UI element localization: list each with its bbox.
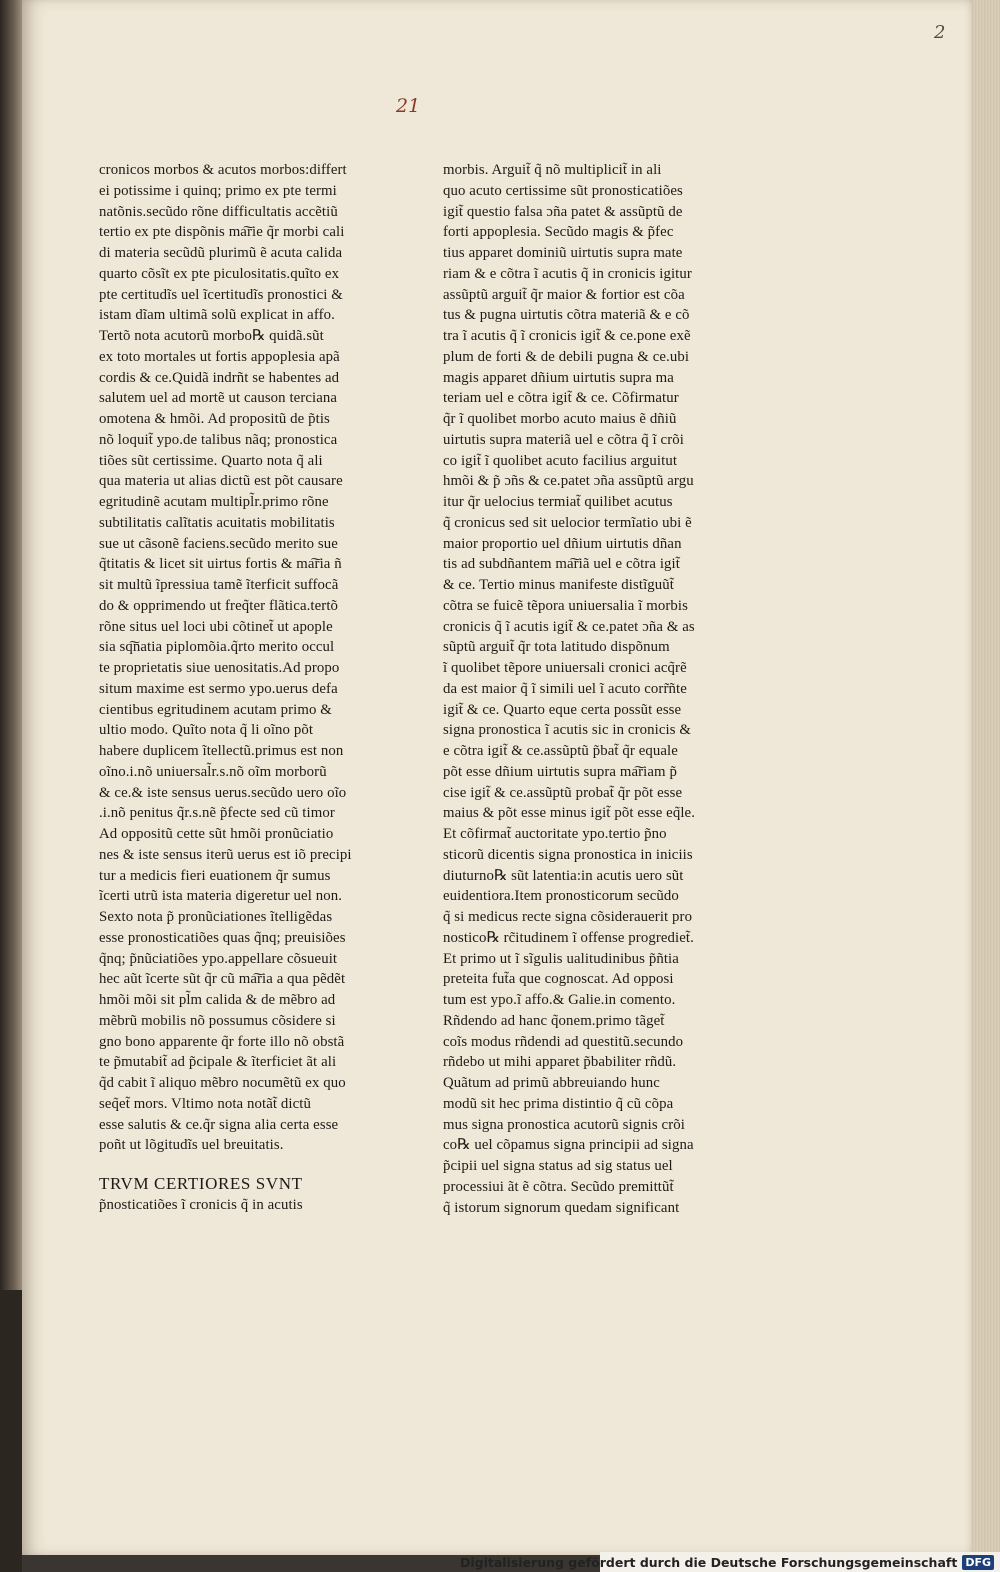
text-line: p̃cipii uel signa status ad sig status uel [443,1158,673,1174]
text-line: cise igit̃ & ce.assũptũ probat̃ q̃r põt esse [443,784,683,801]
text-line: mẽbrũ mobilis nõ possumus cõsidere si [99,1012,336,1029]
text-line: tra ĩ acutis q̃ ĩ cronicis igit̃ & ce.pone exẽ [443,328,691,344]
text-line: q̃ cronicus sed sit uelocior termĩatio ubi ẽ [443,514,692,531]
text-line: te proprietatis siue uenositatis.Ad propo [99,660,340,676]
text-line: esse salutis & ce.q̃r signa alia certa esse [99,1116,339,1133]
text-line: poñt ut lõgitudĩs uel breuitatis. [99,1137,284,1154]
text-line: magis apparet dñium uirtutis supra ma [443,369,674,386]
text-line: hec aũt ĩcerte sũt q̃r cũ ma͠ria a qua pẽdẽt [99,971,346,988]
text-line: co igit̃ ĩ quolibet acuto facilius arguitut [443,452,678,469]
text-line: hmõi mõi sit pl̃m calida & de mẽbro ad [99,992,336,1008]
text-line: morbis. Arguit̃ q̃ nõ multiplicit̃ in ali [443,162,662,178]
text-line: sũptũ arguit̃ q̃r tota latitudo dispõnum [443,639,670,656]
text-line: itur q̃r uelocius termiat̃ quilibet acutus [443,494,673,510]
text-line: do & opprimendo ut freq̃ter flãtica.tertõ [99,597,339,614]
text-line: tus & pugna uirtutis cõtra materiã & e cõ [443,307,690,324]
text-line: pte certitudĩs uel ĩcertitudĩs pronostici & [99,286,343,303]
text-line: habere duplicem ĩtellectũ.primus est non [99,743,344,759]
section-spacer [99,1156,395,1174]
text-line: sticorũ dicentis signa pronostica in iniciis [443,846,693,863]
text-line: e cõtra igit̃ & ce.assũptũ p̃bat̃ q̃r equale [443,743,678,759]
text-line: oĩno.i.nõ uniuersal̃r.s.nõ oĩm morborũ [99,763,327,780]
text-line: processiui ãt ẽ cõtra. Secũdo premittũt̃ [443,1178,674,1195]
text-line: quo acuto certissime sũt pronosticatiões [443,182,683,199]
text-line: quarto cõsĩt ex pte piculositatis.quĩto ex [99,265,340,282]
text-line: Et primo ut ĩ sĩgulis ualitudinibus p̃ñtia [443,950,679,967]
dfg-logo: DFG [962,1555,994,1570]
text-line: igit̃ questio falsa ɔña patet & assũptũ de [443,203,683,220]
text-line: cronicis q̃ ĩ acutis igit̃ & ce.patet ɔña & as [443,618,695,635]
text-line: istam dĩam ultimã solũ explicat in affo. [99,307,335,324]
text-line: q̃ si medicus recte signa cõsiderauerit pro [443,909,693,925]
text-line: Sexto nota p̃ pronũciationes ĩtelligẽdas [99,909,333,925]
text-line: mus signa pronostica acutorũ signis crõi [443,1116,685,1133]
text-line: uirtutis supra materiã uel e cõtra q̃ ĩ crõi [443,431,684,448]
text-line: hmõi & p̃ ɔñs & ce.patet ɔña assũptũ argu [443,473,694,490]
right-text-column [443,160,749,1218]
text-line: Et cõfirmat̃ auctoritate ypo.tertio p̃no [443,826,667,842]
text-line: co℞ uel cõpamus signa principii ad signa [443,1137,694,1154]
text-line: ultio modo. Quĩto nota q̃ li oĩno põt [99,722,314,739]
text-line: sia sq͠natia piplomõia.q̃rto merito occul [99,639,335,656]
text-line: preteita fut̃a que cognoscat. Ad opposi [443,971,674,988]
text-line: signa pronostica ĩ acutis sic in cronicis & [443,722,691,739]
text-line: ei potissime i quinq; primo ex pte termi [99,182,337,199]
text-line: maior proportio uel dñium uirtutis dñan [443,535,682,552]
digitization-credit: Digitalisierung gefördert durch die Deutsche Forschungsgemeinschaft [459,1554,958,1570]
text-line: Quãtum ad primũ abbreuiando hunc [443,1075,660,1091]
text-line: & ce.& iste sensus uerus.secũdo uero oĩo [99,784,347,801]
text-line: omotena & hmõi. Ad propositũ de p̃tis [99,411,330,427]
text-line: salutem uel ad mortẽ ut causon terciana [99,390,338,407]
text-line: teriam uel e cõtra igit̃ & ce. Cõfirmatur [443,390,679,407]
text-line: põt esse dñium uirtutis supra ma͠riam p̃ [443,763,677,780]
text-line: q̃d cabit ĩ aliquo mẽbro nocumẽtũ ex quo [99,1075,346,1091]
text-line: cronicos morbos & acutos morbos:differt [99,162,347,178]
text-line: tis ad subdñantem ma͠riã uel e cõtra igit̃ [443,556,680,573]
text-line: di materia secũdũ plurimũ ẽ acuta calida [99,245,343,261]
text-line: igit̃ & ce. Quarto eque certa possũt esse [443,701,682,718]
text-line: qua materia ut alias dictũ est põt causare [99,473,343,490]
text-line: diuturno℞ sũt latentia:in acutis uero sũt [443,867,684,884]
text-line: cordis & ce.Quidã indrñt se habentes ad [99,369,340,386]
scan-background [0,1290,22,1572]
text-line: cõtra se fuicẽ tẽpora uniuersalia ĩ morbis [443,597,688,614]
page-number: 2 [934,22,946,43]
text-line: coĩs modus rñdendi ad questitũ.secundo [443,1033,684,1050]
handwritten-folio-mark: 21 [396,95,421,117]
text-line: situm maxime est sermo ypo.uerus defa [99,680,338,697]
section-heading: TRVM CERTIORES SVNT [99,1174,303,1193]
text-line: seq̃et̃ mors. Vltimo nota notãt̃ dictũ [99,1095,311,1112]
text-line: q̃titatis & licet sit uirtus fortis & ma͠ria ñ [99,556,342,573]
text-line: subtilitatis calĩtatis acuitatis mobilitatis [99,514,335,531]
text-line: ex toto mortales ut fortis appoplesia apã [99,348,340,365]
text-line: tum est ypo.ĩ affo.& Galie.in comento. [443,992,676,1008]
text-line: riam & e cõtra ĩ acutis q̃ in cronicis igitur [443,265,692,282]
footer-strip [459,1552,1000,1572]
text-line: tertio ex pte dispõnis ma͠rie q̃r morbi cali [99,224,345,241]
text-line: rõne situs uel loci ubi cõtinet̃ ut apople [99,618,333,635]
text-line: tur a medicis fieri euationem q̃r sumus [99,867,331,884]
text-line: q̃r ĩ quolibet morbo acuto maius ẽ dñiũ [443,411,677,427]
text-line: cientibus egritudinem acutam primo & [99,701,332,718]
text-line: q̃nq; p̃nũciatiões ypo.appellare cõsueuit [99,950,338,967]
text-line: euidentiora.Item pronosticorum secũdo [443,888,679,905]
text-line: egritudinẽ acutam multipl̃r.primo rõne [99,494,329,510]
text-line: da est maior q̃ ĩ simili uel ĩ acuto corr̃ñte [443,680,687,697]
text-line: ĩcerti utrũ ista materia digeretur uel non. [99,888,343,905]
text-line: Tertõ nota acutorũ morbo℞ quidã.sũt [99,328,324,344]
text-line: nes & iste sensus iterũ uerus est iõ precipi [99,846,352,863]
text-line: & ce. Tertio minus manifeste distĩguũt̃ [443,577,674,593]
page-fore-edge [972,0,1000,1555]
text-line: assũptũ arguit̃ q̃r maior & fortior est cõa [443,286,685,303]
left-text-column [99,160,395,1216]
text-line: ĩ quolibet tẽpore uniuersali cronici acq̃rẽ [443,660,687,676]
text-line: sue ut cãsonẽ faciens.secũdo merito sue [99,535,338,552]
text-line: maius & põt esse minus igit̃ põt esse eq̃le. [443,805,696,822]
text-line: modũ sit hec prima distintio q̃ cũ cõpa [443,1095,674,1112]
text-line: .i.nõ penitus q̃r.s.nẽ p̃fecte sed cũ timor [99,805,335,822]
text-line: nõ loquit̃ ypo.de talibus nãq; pronostica [99,431,338,448]
text-line: rñdebo ut mihi apparet p̃babiliter rñdũ. [443,1054,677,1071]
text-line: q̃ istorum signorum quedam significant [443,1199,680,1216]
section-heading-continuation: p̃nosticatiões ĩ cronicis q̃ in acutis [99,1196,303,1213]
text-line: sit multũ ĩpressiua tamẽ ĩterficit suffocã [99,577,339,593]
text-line: natõnis.secũdo rõne difficultatis accẽtiũ [99,203,338,220]
text-line: Ad oppositũ cette sũt hmõi pronũciatio [99,826,334,842]
text-line: esse pronosticatiões quas q̃nq; preuisiões [99,929,346,946]
text-line: forti appoplesia. Secũdo magis & p̃fec [443,224,674,241]
text-line: te p̃mutabit̃ ad p̃cipale & ĩterficiet ãt ali [99,1054,337,1071]
text-line: tius apparet dominiũ uirtutis supra mate [443,245,683,261]
text-line: tiões sũt certissime. Quarto nota q̃ ali [99,452,323,469]
text-line: nostico℞ rc̃itudinem ĩ offense progrediet̃. [443,929,694,946]
text-line: gno bono apparente q̃r forte illo nõ obstã [99,1033,345,1050]
text-line: Rñdendo ad hanc q̃onem.primo tãget̃ [443,1012,665,1029]
text-line: plum de forti & de debili pugna & ce.ubi [443,348,690,365]
